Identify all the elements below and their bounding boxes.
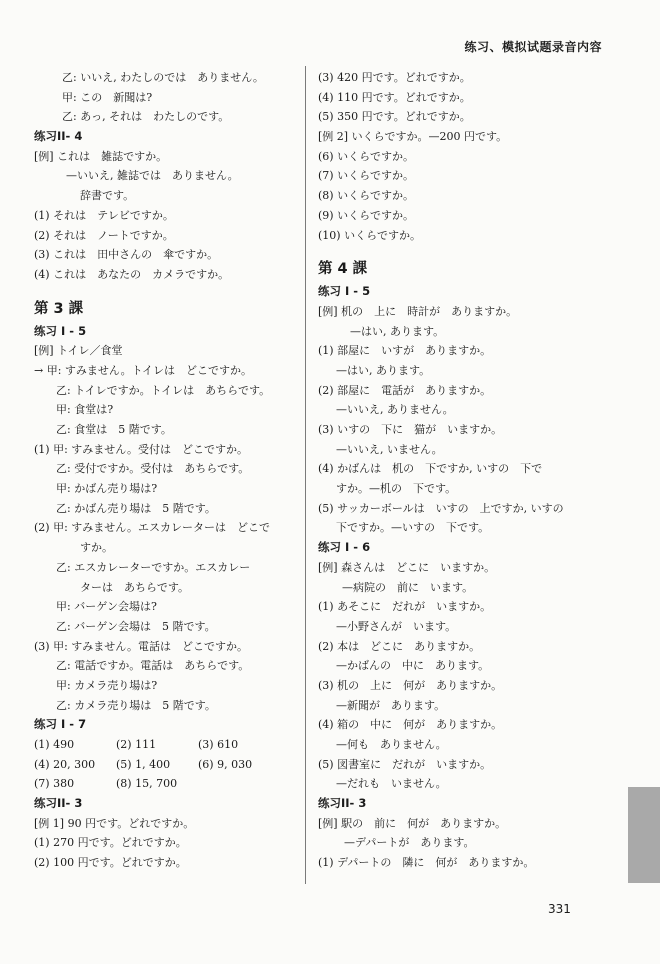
text-line: 乙: トイレですか。トイレは あちらです。 — [56, 383, 271, 397]
text-line: (3) いすの 下に 猫が いますか。 — [318, 423, 503, 436]
text-line: 乙: かばん売り場は 5 階です。 — [56, 501, 216, 515]
text-line: [例 1] 90 円です。どれですか。 — [34, 816, 195, 830]
number-item: (7) 380 — [34, 777, 75, 791]
text-line: (1) デパートの 隣に 何が ありますか。 — [318, 856, 535, 870]
text-line: —かばんの 中に あります。 — [336, 659, 490, 673]
text-line: すか。 — [80, 541, 113, 555]
text-line: 甲: この 新聞は? — [62, 90, 153, 104]
text-line: —いいえ, 雑誌では ありません。 — [66, 169, 239, 183]
text-line: すか。—机の 下です。 — [336, 482, 457, 496]
text-line: 乙: 受付ですか。受付は あちらです。 — [56, 462, 250, 476]
text-line: —病院の 前に います。 — [342, 580, 474, 594]
number-item: (6) 9, 030 — [198, 757, 253, 771]
column-divider — [305, 66, 306, 884]
text-line: ターは あちらです。 — [80, 580, 190, 594]
text-line: 甲: バーゲン会場は? — [56, 600, 157, 614]
text-line: 辞書です。 — [80, 189, 135, 203]
text-line: —いいえ, いません。 — [336, 442, 443, 456]
number-item: (1) 490 — [34, 738, 75, 751]
number-item: (8) 15, 700 — [116, 777, 178, 791]
text-line: (3) これは 田中さんの 傘ですか。 — [34, 248, 219, 262]
exercise-heading: 练习 I - 5 — [318, 284, 371, 299]
lesson-heading: 第 4 課 — [318, 261, 368, 278]
exercise-heading: 练习 I - 6 — [318, 540, 371, 555]
number-item: (2) 111 — [116, 738, 157, 751]
text-line: (5) 350 円です。どれですか。 — [318, 110, 471, 124]
running-header: 练习、模拟试题录音内容 — [464, 40, 602, 54]
number-item: (3) 610 — [198, 738, 239, 751]
text-line: (8) いくらですか。 — [318, 189, 414, 203]
text-line: [例] トイレ／食堂 — [34, 344, 123, 358]
text-line: (5) 図書室に だれが いますか。 — [318, 757, 492, 771]
text-line: (1) あそこに だれが いますか。 — [318, 600, 492, 614]
text-line: (4) 110 円です。どれですか。 — [318, 90, 471, 104]
right-column — [318, 68, 586, 873]
number-row — [34, 774, 300, 794]
text-line: 甲: カメラ売り場は? — [56, 678, 158, 692]
text-line: 乙: バーゲン会場は 5 階です。 — [56, 619, 216, 633]
text-line: (9) いくらですか。 — [318, 208, 414, 222]
text-line: —はい, あります。 — [350, 324, 445, 338]
exercise-heading: 练习 I - 5 — [34, 323, 87, 338]
text-line: 下ですか。—いすの 下です。 — [336, 521, 490, 535]
text-line: (4) かばんは 机の 下ですか, いすの 下で — [318, 462, 543, 476]
text-line: —新聞が あります。 — [336, 698, 446, 712]
text-line: (1) 部屋に いすが ありますか。 — [318, 344, 492, 358]
text-line: —はい, あります。 — [336, 363, 431, 377]
text-line: (1) 270 円です。どれですか。 — [34, 836, 187, 850]
text-line: (2) 部屋に 電話が ありますか。 — [318, 383, 492, 397]
text-line: [例 2] いくらですか。—200 円です。 — [318, 130, 508, 144]
chapter-thumb-tab — [628, 787, 660, 883]
text-line: 乙: いいえ, わたしのでは ありません。 — [62, 71, 264, 84]
text-line: (2) それは ノートですか。 — [34, 228, 174, 242]
text-line: (1) 甲: すみません。受付は どこですか。 — [34, 442, 248, 456]
text-line: (4) 箱の 中に 何が ありますか。 — [318, 718, 503, 732]
text-line: (10) いくらですか。 — [318, 228, 421, 242]
number-item: (4) 20, 300 — [34, 757, 96, 771]
text-line: (6) いくらですか。 — [318, 149, 414, 163]
text-line: —デパートが あります。 — [344, 836, 475, 850]
text-line: (3) 甲: すみません。電話は どこですか。 — [34, 639, 248, 653]
text-line: 乙: 電話ですか。電話は あちらです。 — [56, 659, 250, 673]
exercise-heading: 练习 I - 7 — [34, 717, 87, 732]
text-line: (4) これは あなたの カメラですか。 — [34, 267, 230, 281]
page-number: 331 — [548, 902, 571, 916]
text-line: 乙: あっ, それは わたしのです。 — [62, 110, 230, 124]
text-line: (3) 机の 上に 何が ありますか。 — [318, 678, 503, 692]
text-line: (2) 甲: すみません。エスカレーターは どこで — [34, 521, 270, 535]
text-line: 乙: エスカレーターですか。エスカレー — [56, 560, 251, 574]
text-line: (2) 本は どこに ありますか。 — [318, 639, 481, 653]
lesson-heading: 第 3 課 — [34, 300, 84, 317]
text-line: [例] これは 雑誌ですか。 — [34, 149, 168, 163]
text-line: 乙: カメラ売り場は 5 階です。 — [56, 698, 216, 712]
number-item: (5) 1, 400 — [116, 757, 171, 771]
text-line: [例] 机の 上に 時計が ありますか。 — [318, 304, 518, 318]
text-line: [例] 駅の 前に 何が ありますか。 — [318, 816, 507, 830]
text-line: [例] 森さんは どこに いますか。 — [318, 560, 496, 574]
text-line: (2) 100 円です。どれですか。 — [34, 856, 187, 870]
text-line: —いいえ, ありません。 — [336, 403, 454, 417]
text-line: 乙: 食堂は 5 階です。 — [56, 423, 172, 436]
text-line: 甲: かばん売り場は? — [56, 482, 158, 496]
exercise-heading: 练习II- 3 — [34, 796, 83, 811]
text-line: (5) サッカーボールは いすの 上ですか, いすの — [318, 501, 564, 515]
text-line: —だれも いません。 — [336, 777, 447, 791]
text-line: —何も ありません。 — [336, 738, 447, 751]
number-row — [34, 755, 300, 775]
text-line: —小野さんが います。 — [336, 619, 457, 633]
exercise-heading: 练习II- 3 — [318, 796, 367, 811]
text-line: (3) 420 円です。どれですか。 — [318, 71, 471, 84]
exercise-heading: 练习II- 4 — [34, 129, 83, 144]
text-line: (1) それは テレビですか。 — [34, 208, 174, 222]
left-column — [34, 68, 300, 873]
text-line: 甲: 食堂は? — [56, 403, 114, 417]
text-line: → 甲: すみません。トイレは どこですか。 — [34, 363, 253, 377]
text-line: (7) いくらですか。 — [318, 169, 414, 183]
number-row — [34, 735, 300, 755]
